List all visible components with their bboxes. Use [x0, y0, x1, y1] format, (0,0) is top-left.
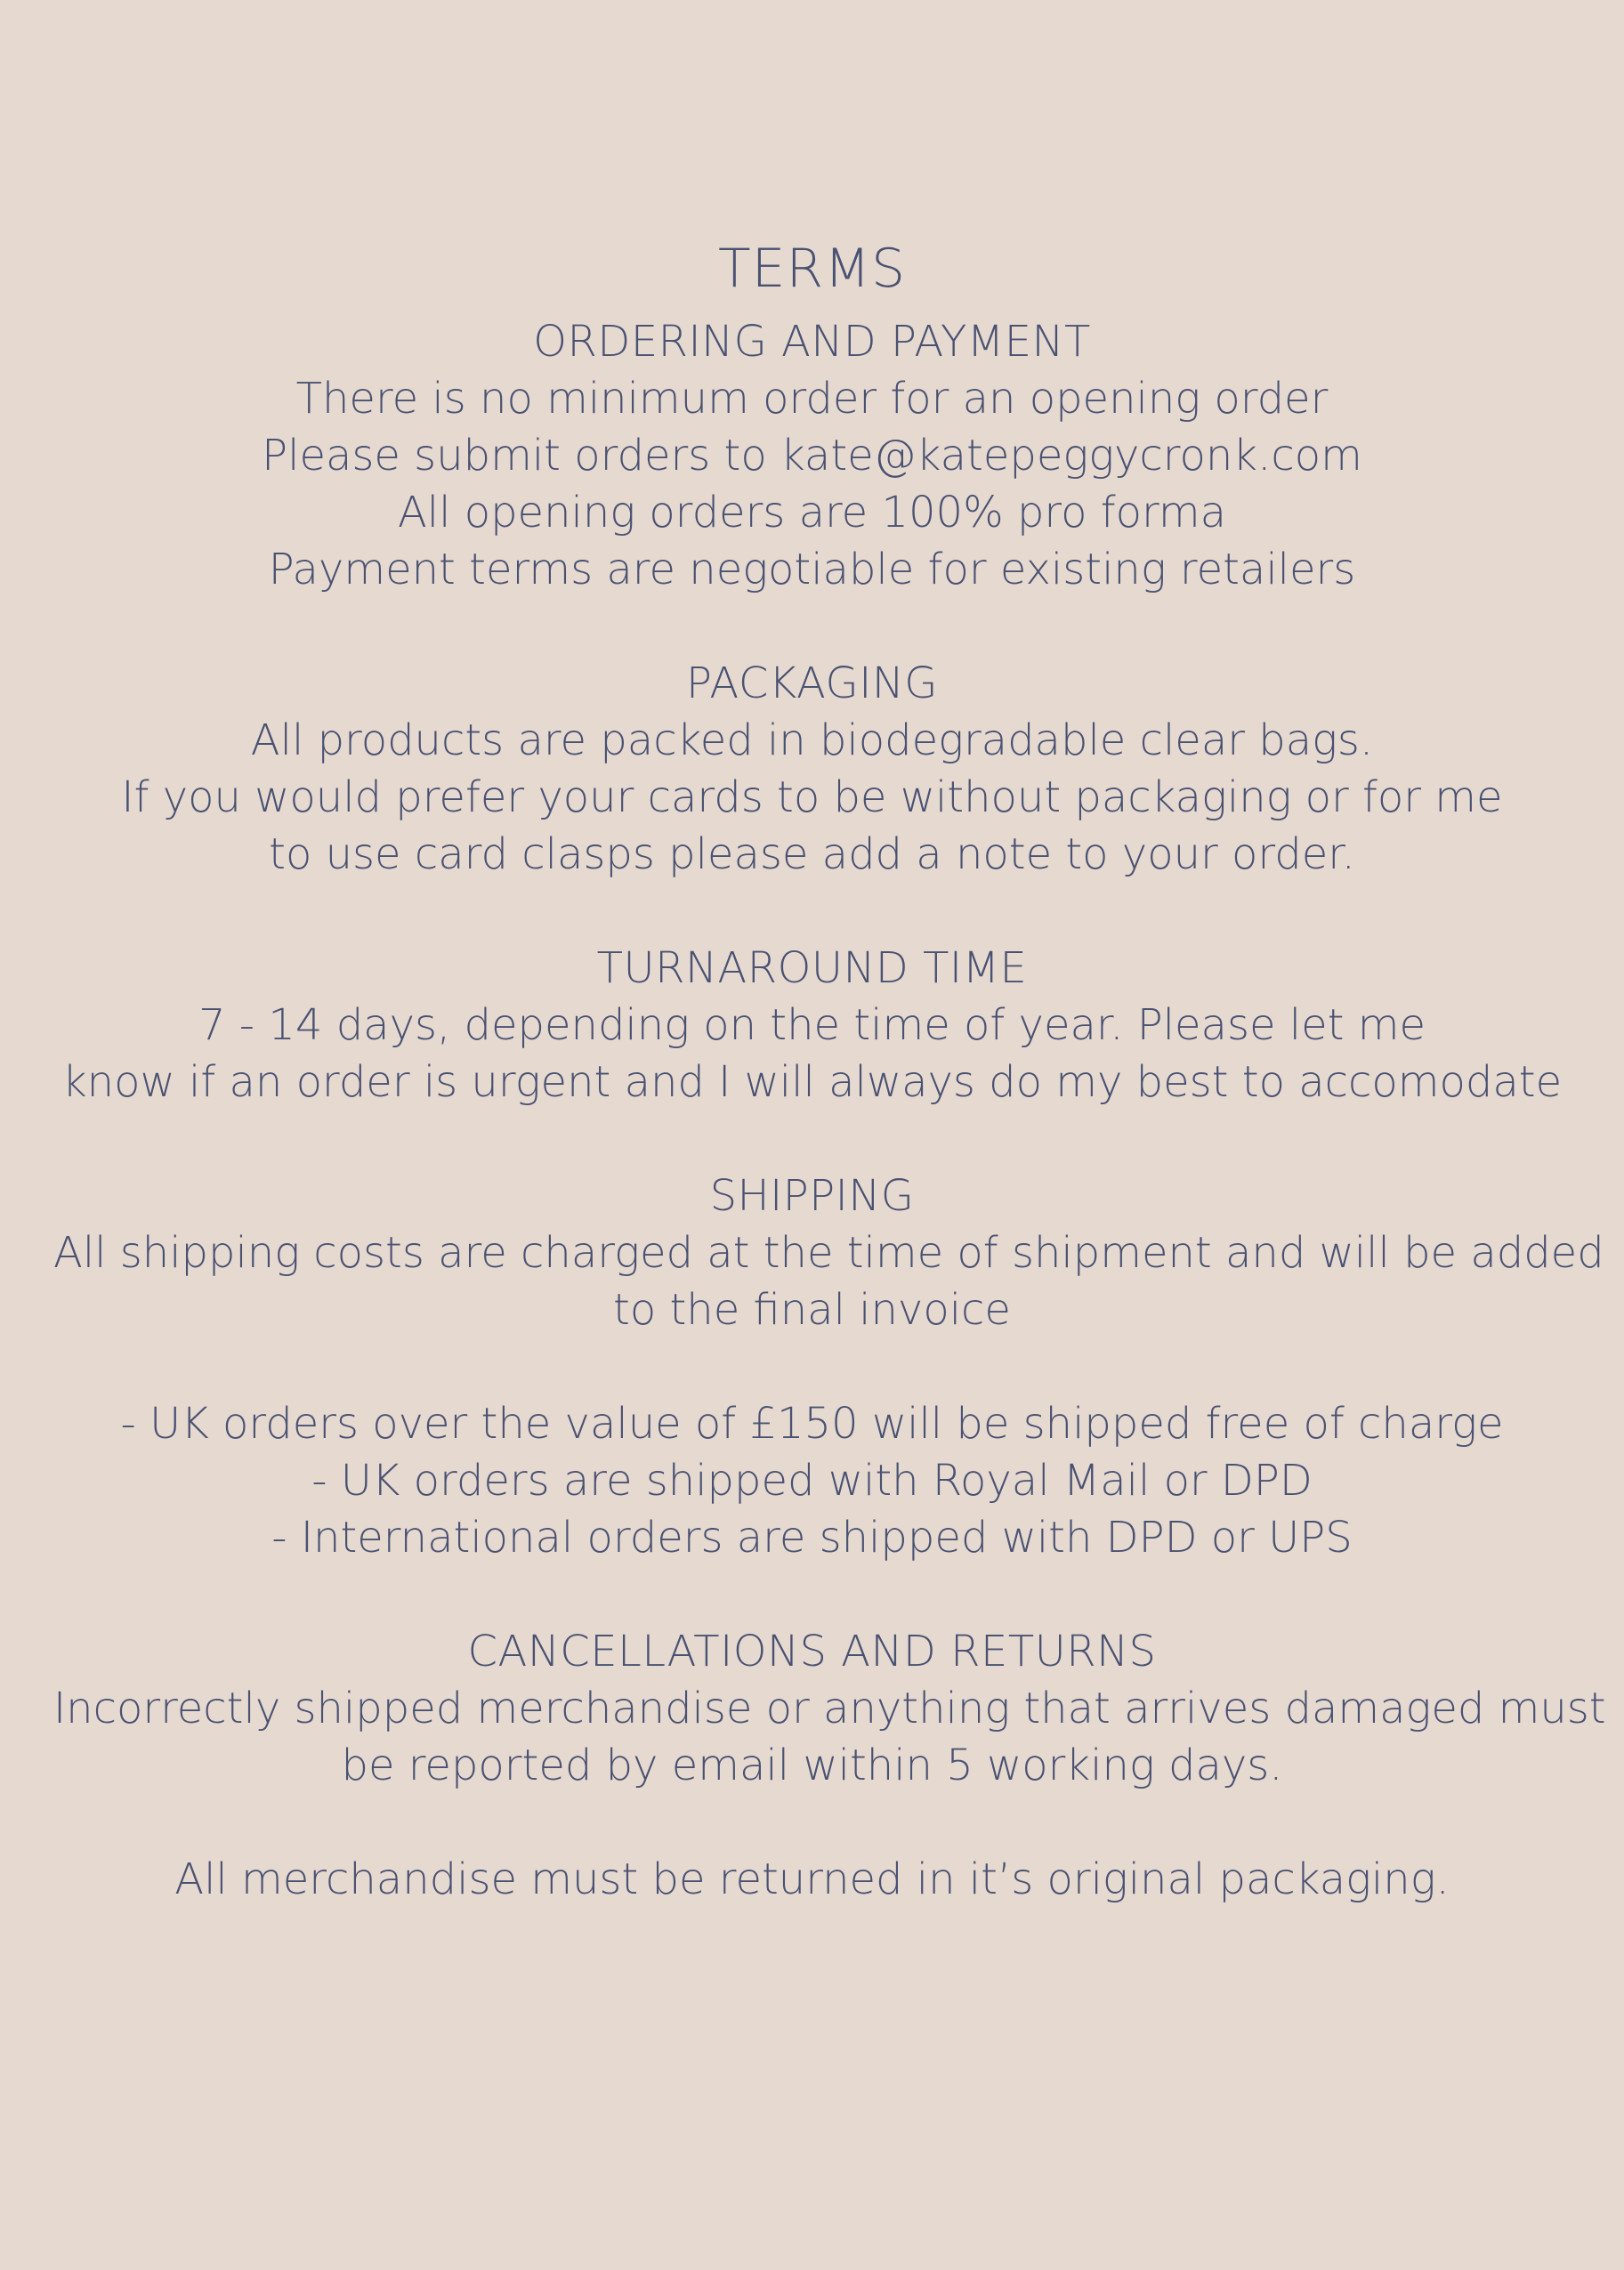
- section-heading: PACKAGING: [686, 658, 938, 708]
- section-ordering-and-payment: [53, 313, 1571, 598]
- section-shipping: [53, 1167, 1604, 1566]
- section-cancellations-and-returns: [53, 1623, 1606, 1908]
- paragraph-gap: [53, 1794, 1571, 1851]
- section-line: All shipping costs are charged at the time of shipment and will be added: [53, 1228, 1604, 1278]
- section-line: All merchandise must be returned in it’s original packaging.: [174, 1854, 1450, 1904]
- page-title: TERMS: [717, 238, 907, 300]
- section-line: to use card clasps please add a note to your order.: [269, 829, 1355, 879]
- section-heading: CANCELLATIONS AND RETURNS: [467, 1627, 1157, 1676]
- shipping-bullet: - UK orders over the value of £150 will be shipped free of charge: [120, 1399, 1504, 1449]
- section-line: If you would prefer your cards to be without packaging or for me: [121, 772, 1503, 822]
- paragraph-gap: [53, 1338, 1571, 1395]
- section-line: All opening orders are 100% pro forma: [397, 488, 1227, 537]
- section-line: 7 - 14 days, depending on the time of year. Please let me: [198, 1000, 1426, 1050]
- terms-content: [53, 233, 1606, 1965]
- section-turnaround-time: [53, 940, 1571, 1111]
- section-line: Payment terms are negotiable for existing retailers: [268, 545, 1356, 594]
- email-line: Please submit orders to kate@katepeggycronk.com: [262, 431, 1362, 481]
- section-line: All products are packed in biodegradable clear bags.: [250, 715, 1374, 765]
- section-heading: ORDERING AND PAYMENT: [533, 317, 1091, 367]
- section-line: There is no minimum order for an opening order: [295, 374, 1329, 424]
- section-line: be reported by email within 5 working days.: [341, 1741, 1283, 1790]
- section-line: to the final invoice: [613, 1285, 1011, 1335]
- section-line: Incorrectly shipped merchandise or anything that arrives damaged must: [53, 1684, 1606, 1733]
- section-heading: SHIPPING: [709, 1171, 915, 1221]
- section-heading: TURNAROUND TIME: [596, 943, 1028, 993]
- shipping-bullet: - International orders are shipped with DPD or UPS: [271, 1513, 1353, 1563]
- section-line: know if an order is urgent and I will always do my best to accomodate: [61, 1057, 1563, 1107]
- shipping-bullet: - UK orders are shipped with Royal Mail or DPD: [311, 1456, 1313, 1506]
- section-packaging: [53, 655, 1571, 883]
